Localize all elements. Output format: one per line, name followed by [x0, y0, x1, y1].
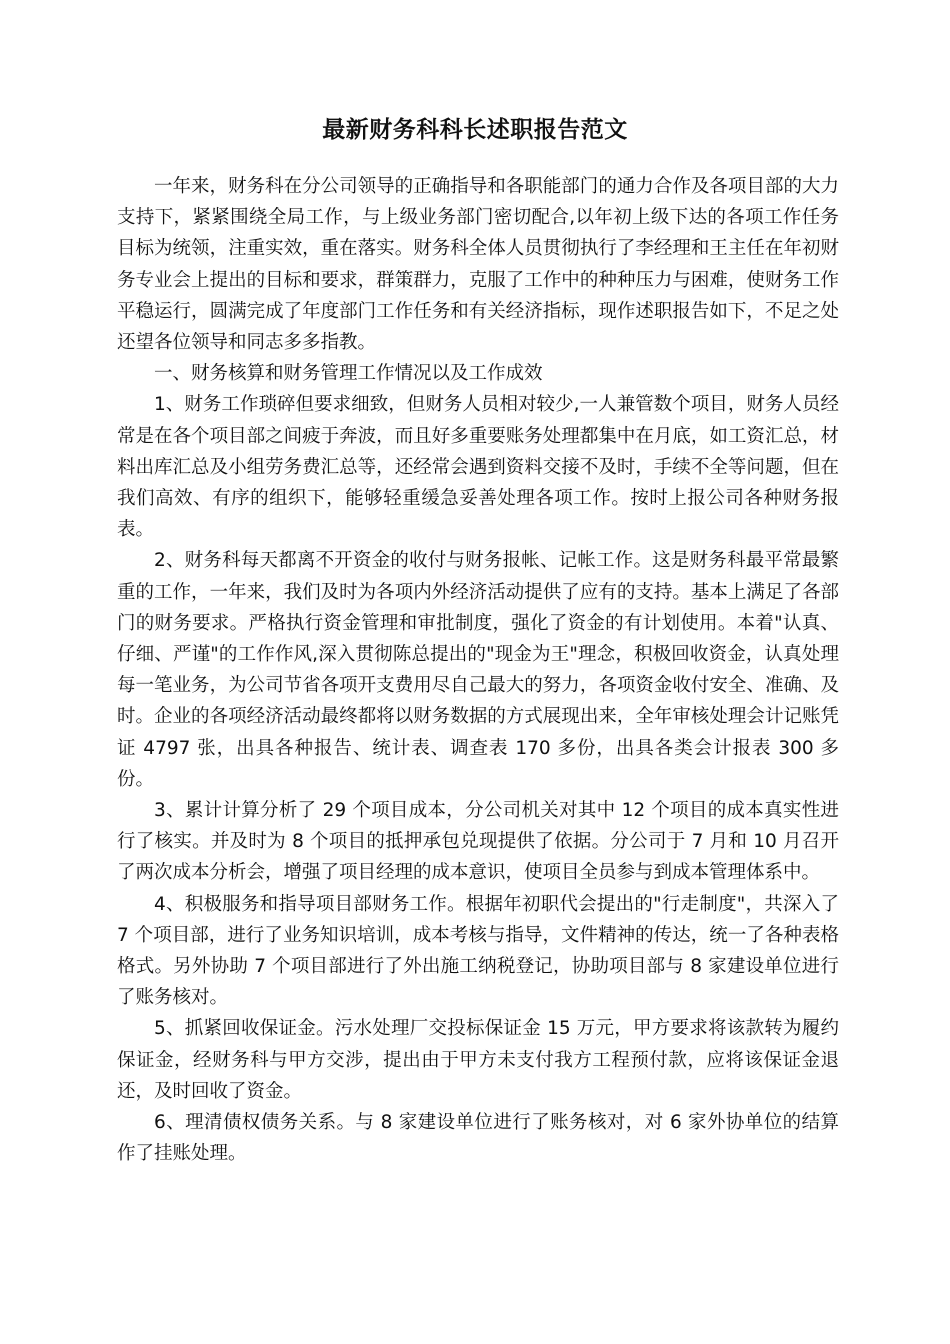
- paragraph-item-3: 3、累计计算分析了 29 个项目成本，分公司机关对其中 12 个项目的成本真实性进行了核实。并及时为 8 个项目的抵押承包兑现提供了依据。分公司于 7 月和 10 月召开了两次成本分析会，增强了项目经理的成本意识，使项目全员参与到成本管理体系中。: [117, 800, 839, 884]
- paragraph-item-4: 4、积极服务和指导项目部财务工作。根据年初职代会提出的"行走制度"，共深入了 7 个项目部，进行了业务知识培训，成本考核与指导，文件精神的传达，统一了各种表格格式。另外协助 7 个项目部进行了外出施工纳税登记，协助项目部与 8 家建设单位进行了账务核对。: [117, 893, 839, 1009]
- paragraph-item-6: 6、理清债权债务关系。与 8 家建设单位进行了账务核对，对 6 家外协单位的结算作了挂账处理。: [117, 1112, 839, 1165]
- paragraph-intro: 一年来，财务科在分公司领导的正确指导和各职能部门的通力合作及各项目部的大力支持下，紧紧围绕全局工作，与上级业务部门密切配合,以年初上级下达的各项工作任务目标为统领，注重实效，重在落实。财务科全体人员贯彻执行了李经理和王主任在年初财务专业会上提出的目标和要求，群策群力，克服了工作中的种种压力与困难，使财务工作平稳运行，圆满完成了年度部门工作任务和有关经济指标，现作述职报告如下，不足之处还望各位领导和同志多多指教。: [117, 176, 839, 354]
- document-title: 最新财务科科长述职报告范文: [322, 117, 628, 143]
- paragraph-item-1: 1、财务工作琐碎但要求细致，但财务人员相对较少,一人兼管数个项目，财务人员经常是在各个项目部之间疲于奔波，而且好多重要账务处理都集中在月底，如工资汇总，材料出库汇总及小组劳务费汇总等，还经常会遇到资料交接不及时，手续不全等问题，但在我们高效、有序的组织下，能够轻重缓急妥善处理各项工作。按时上报公司各种财务报表。: [117, 394, 839, 541]
- paragraph-item-2: 2、财务科每天都离不开资金的收付与财务报帐、记帐工作。这是财务科最平常最繁重的工作，一年来，我们及时为各项内外经济活动提供了应有的支持。基本上满足了各部门的财务要求。严格执行资金管理和审批制度，强化了资金的有计划使用。本着"认真、仔细、严谨"的工作作风,深入贯彻陈总提出的"现金为王"理念，积极回收资金，认真处理每一笔业务，为公司节省各项开支费用尽自己最大的努力，各项资金收付安全、准确、及时。企业的各项经济活动最终都将以财务数据的方式展现出来，全年审核处理会计记账凭证 4797 张，出具各种报告、统计表、调查表 170 多份，出具各类会计报表 300 多份。: [117, 550, 839, 790]
- paragraph-item-5: 5、抓紧回收保证金。污水处理厂交投标保证金 15 万元，甲方要求将该款转为履约保证金，经财务科与甲方交涉，提出由于甲方未支付我方工程预付款，应将该保证金退还，及时回收了资金。: [117, 1018, 839, 1102]
- section-heading-1: 一、财务核算和财务管理工作情况以及工作成效: [154, 363, 543, 385]
- document-body: [117, 171, 839, 1170]
